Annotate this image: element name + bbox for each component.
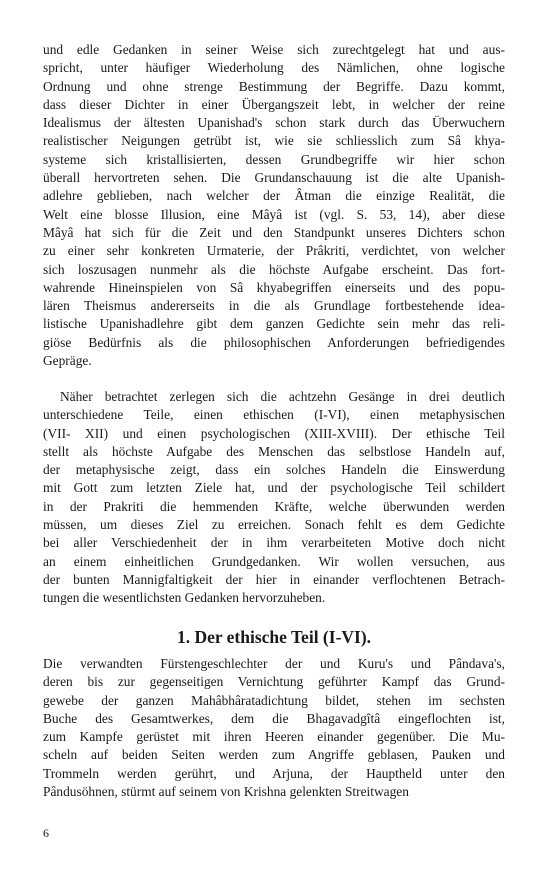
text-line: adlehre geblieben, nach welcher der Âtman die einzige Realität, die — [43, 188, 505, 204]
text-line: realistischer Neigungen getrübt ist, wie sie schliesslich zum Sâ khya- — [43, 133, 505, 149]
text-line: (VII- XII) und einen psychologischen (XIII-XVIII). Der ethische Teil — [43, 425, 505, 441]
text-line: und edle Gedanken in seiner Weise sich zurechtgelegt hat und aus- — [43, 42, 505, 57]
text-line: Ordnung und ohne strenge Bestimmung der Begriffe. Dazu kommt, — [43, 78, 505, 94]
text-line: Pândusöhnen, stürmt auf seinem von Krishna gelenkten Streitwagen — [43, 784, 409, 800]
text-line: wahrende Hineinspielen von Sâ khyabegriffen einerseits und des popu- — [43, 279, 505, 295]
paragraph-2 — [43, 388, 505, 608]
paragraph-3 — [43, 655, 505, 801]
text-line: an einem einheitlichen Grundgedanken. Wir wollen versuchen, aus — [43, 553, 505, 569]
text-line: Näher betrachtet zerlegen sich die achtzehn Gesänge in drei deutlich — [60, 389, 505, 404]
text-line: Idealismus der ältesten Upanishad's schon stark durch das Überwuchern — [43, 115, 505, 131]
text-line: der bunten Mannigfaltigkeit der hier in einander verflochtenen Betrach- — [43, 571, 505, 587]
text-line: lären Theismus andererseits in die als Grundlage fortbestehende idea- — [43, 298, 505, 314]
text-line: Welt eine blosse Illusion, eine Mâyâ ist (vgl. S. 53, 14), aber diese — [43, 206, 505, 222]
text-line: in der Prakriti die hemmenden Kräfte, welche überwunden werden — [43, 498, 505, 514]
text-line: Gepräge. — [43, 353, 92, 369]
text-line: zum Kampfe gerüstet mit ihren Heeren einander gegenüber. Die Mu- — [43, 729, 505, 745]
text-line: sich loszusagen nunmehr als die höchste Aufgabe erscheint. Das fort- — [43, 261, 505, 277]
text-line: Mâyâ hat sich für die Zeit und den Standpunkt unseres Dichters schon — [43, 224, 505, 240]
text-line: stellt als höchste Aufgabe des Menschen das selbstlose Handeln auf, — [43, 443, 505, 459]
text-line: gewebe der ganzen Mahâbhâratadichtung bildet, stehen im sechsten — [43, 692, 505, 708]
text-line: unterschiedene Teile, einen ethischen (I-VI), einen metaphysischen — [43, 407, 505, 423]
text-line: müssen, um dieses Ziel zu erreichen. Sonach fehlt es dem Gedichte — [43, 517, 505, 533]
text-line: zu einer sehr konkreten Urmaterie, der Prâkriti, verdichtet, von welcher — [43, 243, 505, 259]
text-line: Buche des Gesamtwerkes, dem die Bhagavadgîtâ eingeflochten ist, — [43, 710, 505, 726]
text-line: mit Gott zum letzten Ziele hat, und der psychologische Teil schildert — [43, 480, 505, 496]
text-line: deren bis zur gegenseitigen Vernichtung geführter Kampf das Grund- — [43, 674, 505, 690]
text-line: systeme sich kristallisierten, dessen Grundbegriffe wir hier schon — [43, 151, 505, 167]
text-line: Die verwandten Fürstengeschlechter der und Kuru's und Pândava's, — [43, 656, 505, 671]
text-line: bei aller Verschiedenheit der in ihm verarbeiteten Motive doch nicht — [43, 535, 505, 551]
text-line: dass dieser Dichter in einer Übergangszeit lebt, in welcher der reine — [43, 96, 505, 112]
text-line: überall hervortreten sehen. Die Grundanschauung ist die alte Upanish- — [43, 170, 505, 186]
paragraph-1 — [43, 41, 505, 370]
text-line: der metaphysische zeigt, dass ein solches Handeln die Einswerdung — [43, 462, 505, 478]
text-line: giöse Bedürfnis als die philosophischen Anforderungen befriedigendes — [43, 334, 505, 350]
page-number: 6 — [43, 826, 49, 840]
text-line: Trommeln werden gerührt, und Arjuna, der Hauptheld unter den — [43, 765, 505, 781]
text-line: scheln auf beiden Seiten werden zum Angriffe geblasen, Pauken und — [43, 747, 505, 763]
text-line: spricht, unter häufiger Wiederholung des Nämlichen, ohne logische — [43, 60, 505, 76]
text-line: tungen die wesentlichsten Gedanken hervorzuheben. — [43, 590, 326, 606]
section-heading: 1. Der ethische Teil (I-VI). — [176, 627, 372, 647]
text-line: listische Upanishadlehre gibt dem ganzen Gedichte sein mehr das reli- — [43, 316, 505, 332]
